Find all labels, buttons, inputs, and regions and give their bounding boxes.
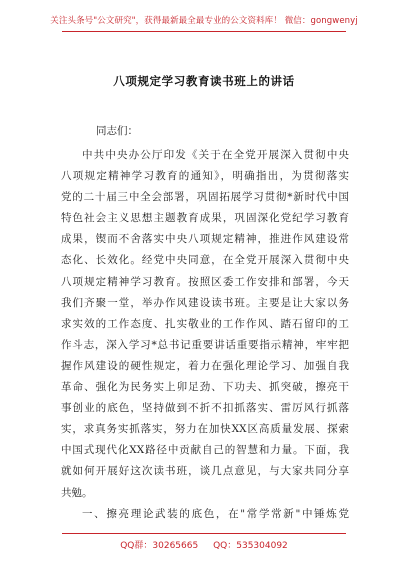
- header-banner: 关注头条号"公文研究"，获得最新最全最专业的公文资料库！ 微信：gongwenyj: [50, 16, 358, 26]
- body-line: 求实效的工作态度、扎实敬业的工作作风、踏石留印的工: [61, 317, 349, 330]
- document-title: 八项规定学习教育读书班上的讲话: [113, 74, 295, 88]
- body-line: 党的二十届三中全会部署，巩固拓展学习贯彻*新时代中国: [61, 191, 349, 204]
- header-divider: [62, 31, 346, 32]
- body-line: 就如何开展好这次读书班，谈几点意见，与大家共同分享: [61, 465, 349, 478]
- document-body: [61, 145, 349, 525]
- body-line: 八项规定精神学习教育。按照区委工作安排和部署，今天: [61, 275, 349, 288]
- section-heading: 一、擦亮理论武装的底色，在"常学常新"中锤炼党: [82, 507, 349, 520]
- body-line: 作斗志，深入学习*总书记重要讲话重要指示精神，牢牢把: [61, 338, 349, 351]
- body-line: 事创业的底色，坚持做到不折不扣抓落实、雷厉风行抓落: [61, 402, 349, 415]
- footer-divider: [62, 533, 346, 534]
- body-line: 态化、长效化。经党中央同意，在全党开展深入贯彻中央: [61, 254, 349, 267]
- body-line: 握作风建设的硬性规定，着力在强化理论学习、加强自我: [61, 359, 349, 372]
- body-line: 革命、强化为民务实上卯足劲、下功夫、抓突破，擦亮干: [61, 381, 349, 394]
- body-line: 我们齐聚一堂，举办作风建设读书班。主要是让大家以务: [61, 296, 349, 309]
- body-line: 八项规定精神学习教育的通知》，明确指出，为贯彻落实: [61, 170, 349, 183]
- body-line: 特色社会主义思想主题教育成果，巩固深化党纪学习教育: [61, 212, 349, 225]
- body-line: 共勉。: [61, 486, 93, 499]
- body-line: 成果，锲而不舍落实中央八项规定精神，推进作风建设常: [61, 233, 349, 246]
- body-line: 中共中央办公厅印发《关于在全党开展深入贯彻中央: [82, 149, 349, 161]
- footer-contact: [0, 538, 408, 551]
- footer-qq-group: QQ群：30265665: [120, 541, 199, 551]
- footer-qq: QQ：535304092: [213, 541, 288, 551]
- body-line: 实，求真务实抓落实，努力在加快XX区高质量发展、探索: [61, 423, 349, 436]
- body-line: 中国式现代化XX路径中贡献自己的智慧和力量。下面，我: [61, 444, 349, 457]
- salutation: 同志们：: [96, 125, 138, 137]
